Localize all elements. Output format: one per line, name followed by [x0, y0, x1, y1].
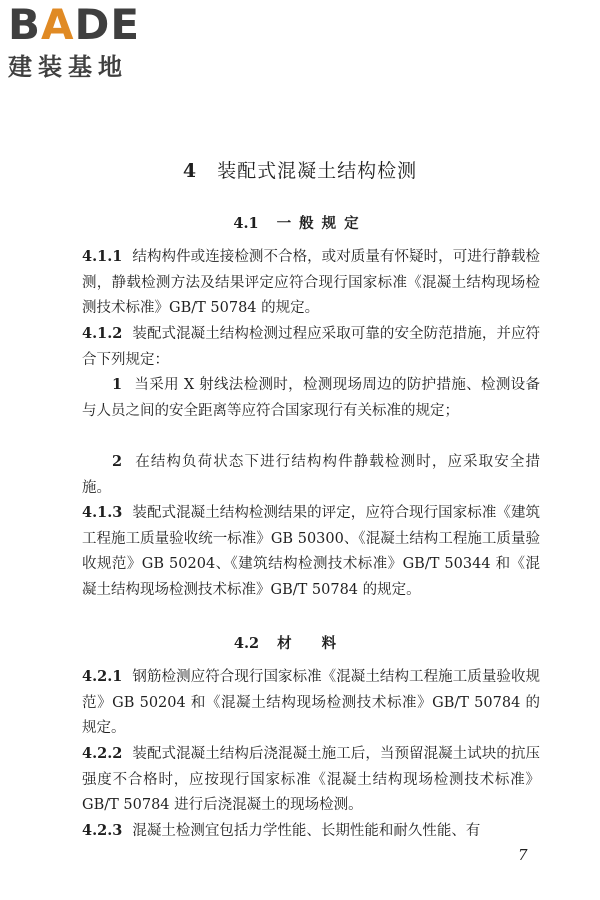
clause-4-2-2: 4.2.2 装配式混凝土结构后浇混凝土施工后，当预留混凝土试块的抗压强度不合格时，应按现行国家标准《混凝土结构现场检测技术标准》GB/T 50784 进行后浇混凝土的现场检测。	[82, 745, 540, 814]
chapter-name: 装配式混凝土结构检测	[217, 160, 418, 182]
chapter-number: 4	[182, 160, 198, 182]
clause-4-2-3: 4.2.3 混凝土检测宜包括力学性能、长期性能和耐久性能、有	[82, 822, 481, 839]
bade-logo	[8, 2, 178, 88]
chapter-title	[0, 156, 600, 183]
clause-4-1-1: 4.1.1 结构构件或连接检测不合格，或对质量有怀疑时，可进行静载检测，静载检测方法及结果评定应符合现行国家标准《混凝土结构现场检测技术标准》GB/T 50784 的规定。	[82, 248, 540, 317]
clause-4-1-2: 4.1.2 装配式混凝土结构检测过程应采取可靠的安全防范措施，并应符合下列规定：	[82, 325, 540, 368]
section-heading-4-1: 4.1 一般规定	[233, 215, 367, 232]
logo-wordmark: BADE	[8, 0, 141, 49]
clause-4-1-2-item-1: 1 当采用 X 射线法检测时，检测现场周边的防护措施、检测设备与人员之间的安全距离等应符合国家现行有关标准的规定；	[82, 376, 540, 419]
clause-4-2-1: 4.2.1 钢筋检测应符合现行国家标准《混凝土结构工程施工质量验收规范》GB 50204 和《混凝土结构现场检测技术标准》GB/T 50784 的规定。	[82, 668, 540, 737]
clause-4-1-3: 4.1.3 装配式混凝土结构检测结果的评定，应符合现行国家标准《建筑工程施工质量验收统一标准》GB 50300、《混凝土结构工程施工质量验收规范》GB 50204、《建筑结构检测技术标准》GB/T 50344 和《混凝土结构现场检测技术标准》GB/T 50784 的规定。	[82, 504, 540, 599]
clause-4-1-2-item-2: 2 在结构负荷状态下进行结构构件静载检测时，应采取安全措施。	[82, 453, 540, 496]
section-heading-4-2: 4.2 材料	[233, 635, 367, 652]
page-number: 7	[518, 846, 528, 864]
logo-subtitle: 建装基地	[8, 53, 128, 81]
